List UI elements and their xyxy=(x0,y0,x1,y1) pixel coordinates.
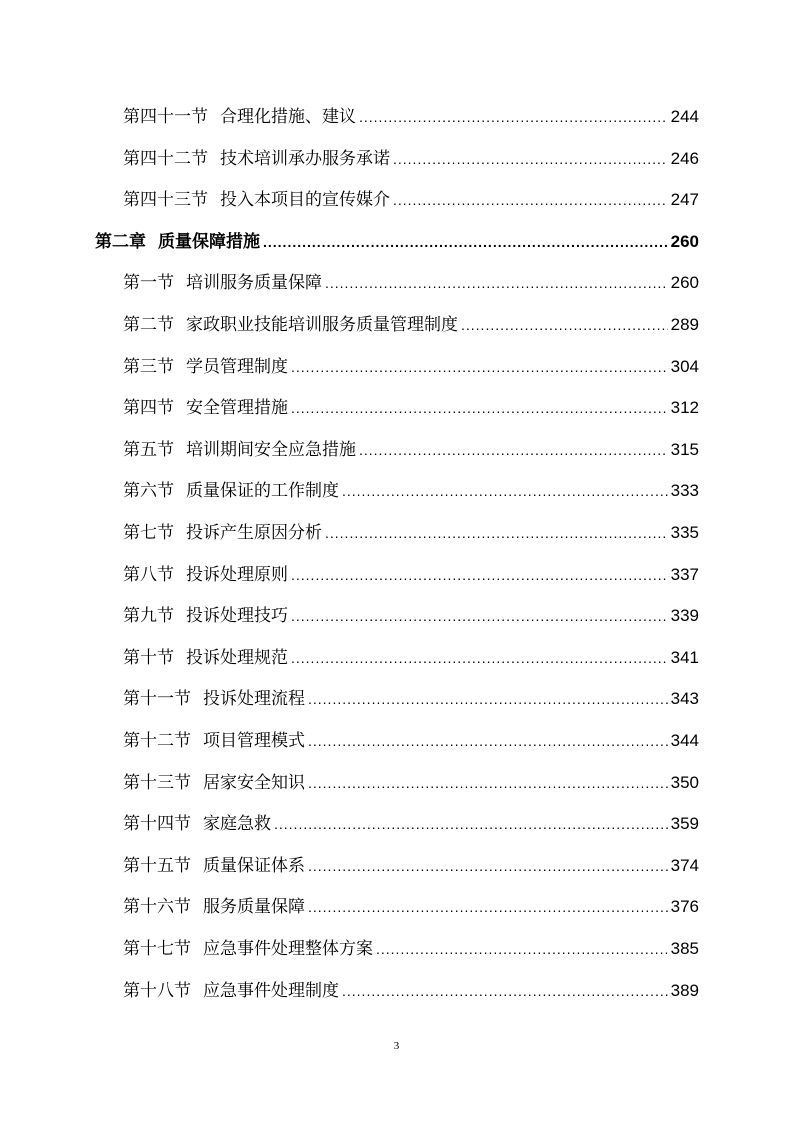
toc-section-entry[interactable] xyxy=(123,726,699,756)
toc-dot-leader xyxy=(393,185,668,215)
toc-entry-title: 技术培训承办服务承诺 xyxy=(220,148,390,169)
toc-entry-title: 质量保障措施 xyxy=(158,231,260,252)
toc-section-entry[interactable] xyxy=(123,809,699,839)
toc-entry-label xyxy=(123,518,322,548)
toc-entry-title: 培训期间安全应急措施 xyxy=(186,439,356,460)
toc-entry-label xyxy=(123,268,322,298)
toc-entry-number: 第九节 xyxy=(123,606,174,627)
toc-entry-label xyxy=(123,684,305,714)
toc-entry-number: 第七节 xyxy=(123,523,174,543)
toc-entry-page: 260 xyxy=(670,273,699,293)
toc-entry-number: 第四十一节 xyxy=(123,107,208,127)
toc-entry-label xyxy=(123,976,339,1006)
toc-entry-label xyxy=(123,144,390,174)
toc-entry-page: 374 xyxy=(670,855,699,875)
toc-section-entry[interactable] xyxy=(123,310,699,340)
toc-entry-label xyxy=(123,934,373,964)
toc-entry-label xyxy=(123,892,305,922)
toc-entry-label xyxy=(123,310,458,340)
toc-entry-title: 居家安全知识 xyxy=(203,772,305,793)
toc-section-entry[interactable] xyxy=(123,185,699,215)
toc-entry-page: 289 xyxy=(670,315,699,334)
toc-entry-page: 376 xyxy=(670,897,699,917)
toc-section-entry[interactable] xyxy=(123,976,699,1006)
toc-dot-leader xyxy=(359,102,668,132)
toc-entry-title: 投入本项目的宣传媒介 xyxy=(220,190,390,211)
toc-entry-title: 家政职业技能培训服务质量管理制度 xyxy=(186,315,458,335)
toc-section-entry[interactable] xyxy=(123,268,699,298)
toc-entry-label xyxy=(123,476,339,506)
toc-dot-leader xyxy=(342,976,668,1006)
toc-entry-page: 341 xyxy=(670,647,699,667)
toc-entry-number: 第四十二节 xyxy=(123,148,208,169)
toc-entry-number: 第十五节 xyxy=(123,855,191,876)
toc-entry-number: 第四十三节 xyxy=(123,190,208,211)
toc-dot-leader xyxy=(291,643,668,673)
toc-entry-label xyxy=(123,643,288,673)
toc-dot-leader xyxy=(263,227,668,257)
toc-entry-number: 第五节 xyxy=(123,439,174,460)
page-number: 3 xyxy=(393,1040,400,1052)
toc-entry-number: 第三节 xyxy=(123,356,174,377)
toc-entry-label xyxy=(123,851,305,881)
toc-section-entry[interactable] xyxy=(123,643,699,673)
toc-entry-number: 第十七节 xyxy=(123,939,191,959)
toc-entry-number: 第六节 xyxy=(123,481,174,502)
toc-entry-title: 质量保证的工作制度 xyxy=(186,481,339,502)
toc-entry-number: 第十四节 xyxy=(123,814,191,835)
toc-entry-number: 第十三节 xyxy=(123,772,191,793)
toc-entry-page: 247 xyxy=(670,190,699,210)
toc-dot-leader xyxy=(325,268,668,298)
toc-entry-title: 投诉处理流程 xyxy=(203,689,305,710)
toc-entry-title: 项目管理模式 xyxy=(203,731,305,751)
toc-section-entry[interactable] xyxy=(123,601,699,631)
toc-dot-leader xyxy=(342,476,668,506)
toc-entry-page: 315 xyxy=(670,439,699,459)
toc-dot-leader xyxy=(308,768,668,798)
toc-entry-title: 投诉处理规范 xyxy=(186,647,288,668)
toc-entry-page: 333 xyxy=(670,481,699,501)
toc-section-entry[interactable] xyxy=(123,851,699,881)
toc-entry-number: 第二节 xyxy=(123,315,174,335)
toc-entry-label xyxy=(123,393,288,423)
toc-entry-page: 350 xyxy=(670,772,699,792)
toc-chapter-entry[interactable] xyxy=(95,227,699,257)
toc-entry-page: 260 xyxy=(670,231,699,251)
toc-entry-label xyxy=(95,227,260,257)
toc-dot-leader xyxy=(291,352,668,382)
toc-entry-title: 安全管理措施 xyxy=(186,398,288,419)
toc-dot-leader xyxy=(308,892,668,922)
toc-entry-page: 359 xyxy=(670,814,699,834)
toc-entry-title: 家庭急救 xyxy=(203,814,271,835)
toc-entry-page: 339 xyxy=(670,606,699,626)
toc-section-entry[interactable] xyxy=(123,684,699,714)
toc-entry-number: 第二章 xyxy=(95,231,146,252)
toc-section-entry[interactable] xyxy=(123,560,699,590)
toc-entry-number: 第八节 xyxy=(123,564,174,585)
toc-entry-label xyxy=(123,560,288,590)
toc-entry-number: 第十节 xyxy=(123,647,174,668)
toc-dot-leader xyxy=(325,518,668,548)
toc-entry-page: 344 xyxy=(670,731,699,750)
toc-dot-leader xyxy=(291,601,668,631)
toc-entry-title: 投诉处理技巧 xyxy=(186,606,288,627)
toc-entry-number: 第十六节 xyxy=(123,897,191,918)
toc-entry-label xyxy=(123,809,271,839)
toc-entry-label xyxy=(123,768,305,798)
toc-section-entry[interactable] xyxy=(123,518,699,548)
toc-entry-page: 312 xyxy=(670,398,699,418)
toc-dot-leader xyxy=(274,809,668,839)
toc-entry-title: 质量保证体系 xyxy=(203,855,305,876)
toc-entry-title: 学员管理制度 xyxy=(186,356,288,377)
toc-entry-label xyxy=(123,601,288,631)
toc-entry-number: 第四节 xyxy=(123,398,174,419)
toc-entry-label xyxy=(123,352,288,382)
toc-entry-page: 385 xyxy=(670,939,699,958)
toc-entry-number: 第十一节 xyxy=(123,689,191,710)
toc-section-entry[interactable] xyxy=(123,102,699,132)
toc-entry-label xyxy=(123,185,390,215)
toc-entry-label xyxy=(123,726,305,756)
toc-dot-leader xyxy=(359,435,668,465)
toc-section-entry[interactable] xyxy=(123,892,699,922)
toc-entry-page: 389 xyxy=(670,980,699,1000)
toc-dot-leader xyxy=(393,144,668,174)
toc-entry-page: 337 xyxy=(670,564,699,584)
toc-section-entry[interactable] xyxy=(123,435,699,465)
toc-entry-title: 培训服务质量保障 xyxy=(186,273,322,294)
toc-dot-leader xyxy=(308,851,668,881)
toc-entry-title: 投诉产生原因分析 xyxy=(186,523,322,543)
toc-dot-leader xyxy=(291,560,668,590)
toc-entry-number: 第一节 xyxy=(123,273,174,294)
toc-dot-leader xyxy=(461,310,668,340)
toc-entry-title: 合理化措施、建议 xyxy=(220,107,356,127)
toc-section-entry[interactable] xyxy=(123,768,699,798)
toc-entry-page: 343 xyxy=(670,689,699,709)
toc-section-entry[interactable] xyxy=(123,393,699,423)
toc-entry-title: 投诉处理原则 xyxy=(186,564,288,585)
toc-entry-title: 应急事件处理制度 xyxy=(203,980,339,1001)
toc-entry-page: 304 xyxy=(670,356,699,376)
toc-dot-leader xyxy=(308,684,668,714)
toc-section-entry[interactable] xyxy=(123,352,699,382)
toc-section-entry[interactable] xyxy=(123,934,699,964)
toc-dot-leader xyxy=(291,393,668,423)
toc-section-entry[interactable] xyxy=(123,144,699,174)
toc-entry-page: 335 xyxy=(670,523,699,542)
toc-entry-title: 服务质量保障 xyxy=(203,897,305,918)
toc-entry-label xyxy=(123,102,356,132)
toc-entry-page: 244 xyxy=(670,107,699,126)
toc-entry-label xyxy=(123,435,356,465)
toc-entry-number: 第十八节 xyxy=(123,980,191,1001)
toc-dot-leader xyxy=(376,934,668,964)
toc-entry-page: 246 xyxy=(670,148,699,168)
toc-entry-title: 应急事件处理整体方案 xyxy=(203,939,373,959)
toc-entry-number: 第十二节 xyxy=(123,731,191,751)
toc-section-entry[interactable] xyxy=(123,476,699,506)
toc-dot-leader xyxy=(308,726,668,756)
